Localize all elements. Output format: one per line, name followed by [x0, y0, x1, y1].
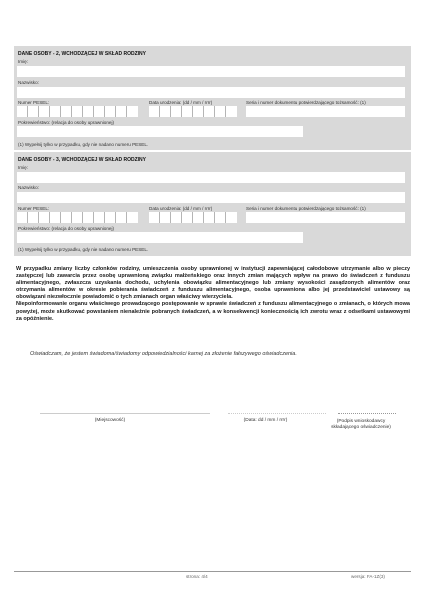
first-name-field[interactable]	[17, 66, 405, 77]
pesel-label: Numer PESEL:	[18, 100, 50, 105]
pesel-field[interactable]	[17, 212, 138, 223]
place-line[interactable]	[40, 413, 210, 414]
last-name-label: Nazwisko:	[18, 185, 39, 190]
last-name-field[interactable]	[17, 87, 405, 98]
relation-label: Pokrewieństwo: (relacja do osoby uprawnionej)	[18, 226, 115, 231]
pesel-label: Numer PESEL:	[18, 206, 50, 211]
relation-field[interactable]	[17, 126, 303, 137]
id-document-field[interactable]	[246, 106, 405, 117]
person-3-section	[14, 152, 411, 256]
form-version: wersja: FA-1Z(3)	[351, 574, 385, 579]
birth-date-field[interactable]	[149, 106, 237, 117]
first-name-label: Imię:	[18, 59, 28, 64]
id-document-label: Seria i numer dokumentu potwierdzającego tożsamość: (1)	[246, 206, 366, 211]
last-name-label: Nazwisko:	[18, 80, 39, 85]
notice-paragraph-1: W przypadku zmiany liczby członków rodziny, umieszczenia osoby uprawnionej w instytucji zapewniającej całodobowe utrzymanie albo w pieczy zastępczej lub zawarcia przez osobę uprawnioną związku małżeńskiego oraz innych zmian mających wpływ na prawo do świadczeń z funduszu alimentacyjnego, zwłaszcza uzyskania dochodu, uchylenia obowiązku alimentacyjnego lub zmiany wysokości zasądzonych alimentów oraz otrzymania alimentów w okresie pobierania świadczeń z funduszu alimentacyjnego, osoba uprawniona albo jej przedstawiciel ustawowy są obowiązani niezwłocznie powiadomić o tych zmianach organ właściwy wierzyciela.	[16, 266, 410, 301]
relation-field[interactable]	[17, 232, 303, 243]
birth-date-label: Data urodzenia: (dd / mm / rrrr)	[149, 100, 213, 105]
last-name-field[interactable]	[17, 192, 405, 203]
birth-date-field[interactable]	[149, 212, 237, 223]
page-number: strona: 4/4	[186, 574, 208, 579]
date-label: (Data: dd / mm / rrrr)	[243, 418, 288, 423]
pesel-footnote: (1) Wypełnij tylko w przypadku, gdy nie nadano numeru PESEL.	[18, 247, 149, 252]
pesel-footnote: (1) Wypełnij tylko w przypadku, gdy nie nadano numeru PESEL.	[18, 142, 149, 147]
pesel-field[interactable]	[17, 106, 138, 117]
section-title: DANE OSOBY - 2, WCHODZĄCEJ W SKŁAD RODZINY	[18, 51, 146, 57]
obligation-notice	[16, 266, 410, 323]
declaration-text: Oświadczam, że jestem świadoma/świadomy odpowiedzialności karnej za złożenie fałszywego oświadczenia.	[30, 351, 297, 357]
section-title: DANE OSOBY - 3, WCHODZĄCEJ W SKŁAD RODZINY	[18, 157, 146, 163]
notice-paragraph-2: Niepoinformowanie organu właściwego prowadzącego postępowanie w sprawie świadczeń z funduszu alimentacyjnego o zmianach, o których mowa powyżej, może skutkować powstaniem nienależnie pobranych świadczeń, a w konsekwencji koniecznością ich zwrotu wraz z odsetkami ustawowymi za opóźnienie.	[16, 301, 410, 322]
signature-label: (Podpis wnioskodawcy składającego oświadczenie)	[331, 419, 391, 430]
first-name-field[interactable]	[17, 172, 405, 183]
relation-label: Pokrewieństwo: (relacja do osoby uprawnionej)	[18, 120, 115, 125]
first-name-label: Imię:	[18, 165, 28, 170]
id-document-field[interactable]	[246, 212, 405, 223]
footer-rule	[14, 571, 411, 572]
person-2-section	[14, 46, 411, 150]
place-label: (Miejscowość)	[94, 418, 126, 423]
signature-line[interactable]	[338, 413, 396, 414]
date-line[interactable]	[228, 413, 326, 414]
birth-date-label: Data urodzenia: (dd / mm / rrrr)	[149, 206, 213, 211]
id-document-label: Seria i numer dokumentu potwierdzającego tożsamość: (1)	[246, 100, 366, 105]
